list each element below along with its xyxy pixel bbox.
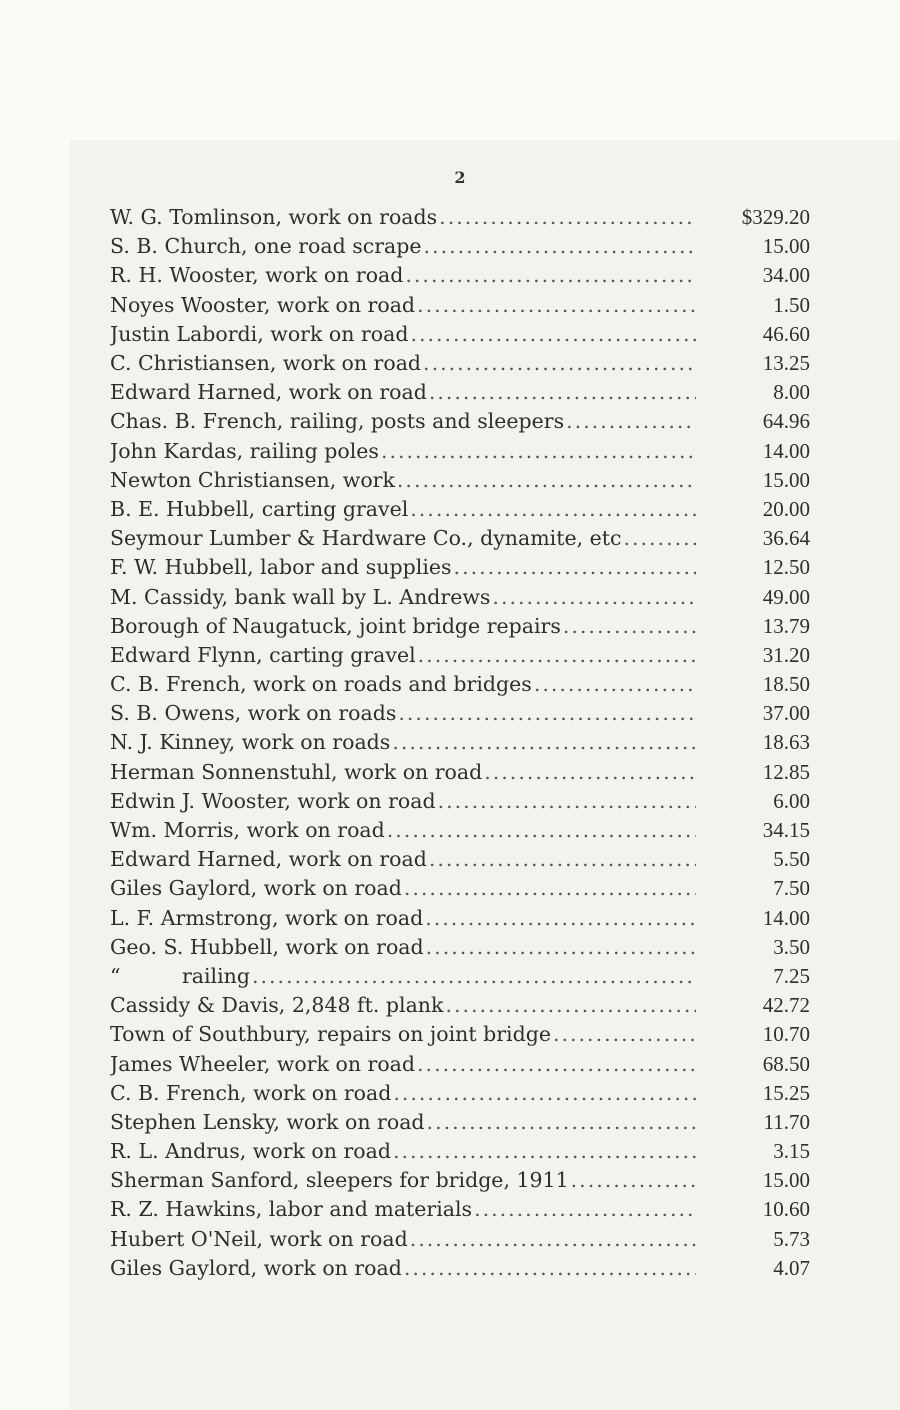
dot-leader	[445, 991, 696, 1020]
ledger-entry	[110, 261, 810, 290]
entry-description-cell	[110, 933, 696, 962]
ledger-entry	[110, 1166, 810, 1195]
dot-leader	[429, 378, 696, 407]
ledger-entry	[110, 349, 810, 378]
entry-description-cell	[110, 904, 696, 933]
dot-leader	[424, 232, 696, 261]
entry-description-cell	[110, 407, 696, 436]
entry-description: C. Christiansen, work on road	[110, 351, 422, 376]
entry-amount: 46.60	[762, 321, 810, 346]
entry-description: John Kardas, railing poles	[110, 438, 379, 463]
entry-description: R. Z. Hawkins, labor and materials	[110, 1197, 473, 1222]
entry-description: C. B. French, work on roads and bridges	[110, 672, 532, 697]
entry-amount: 8.00	[773, 380, 810, 405]
entry-amount: 7.25	[773, 963, 810, 988]
ledger-entry	[110, 1020, 810, 1049]
entry-description: Town of Southbury, repairs on joint bridge	[110, 1022, 551, 1047]
dot-leader	[429, 845, 696, 874]
dot-leader	[404, 874, 696, 903]
ledger-entry	[110, 670, 810, 699]
ledger-entry	[110, 291, 810, 320]
entry-description-cell	[110, 641, 696, 670]
entry-description: Sherman Sanford, sleepers for bridge, 1911	[110, 1168, 569, 1193]
ledger-entry	[110, 1225, 810, 1254]
entry-description: Geo. S. Hubbell, work on road	[110, 934, 424, 959]
dot-leader	[410, 495, 696, 524]
ledger-entry	[110, 962, 810, 991]
entry-amount: 10.60	[762, 1197, 810, 1222]
dot-leader	[397, 466, 696, 495]
entry-description-cell	[110, 670, 696, 699]
dot-leader	[439, 203, 696, 232]
entry-description: “ railing	[110, 963, 250, 988]
entry-amount: 3.15	[773, 1139, 810, 1164]
entry-description: S. B. Church, one road scrape	[110, 234, 422, 259]
ledger-entry	[110, 758, 810, 787]
ledger-entry	[110, 1079, 810, 1108]
entry-description-cell	[110, 787, 696, 816]
entry-amount: 13.79	[762, 613, 810, 638]
entry-description: B. E. Hubbell, carting gravel	[110, 496, 409, 521]
dot-leader	[426, 933, 696, 962]
entry-description: R. H. Wooster, work on road	[110, 263, 404, 288]
entry-amount: 12.50	[762, 555, 810, 580]
ledger-entry	[110, 378, 810, 407]
entry-amount: 6.00	[773, 788, 810, 813]
entry-description: James Wheeler, work on road	[110, 1051, 416, 1076]
entry-description: W. G. Tomlinson, work on roads	[110, 205, 438, 230]
entry-amount: 5.73	[773, 1226, 810, 1251]
dot-leader	[393, 1137, 696, 1166]
entry-description: Chas. B. French, railing, posts and sleepers	[110, 409, 565, 434]
entry-description-cell	[110, 349, 696, 378]
entry-description: Wm. Morris, work on road	[110, 818, 385, 843]
entry-amount: 42.72	[762, 993, 810, 1018]
dot-leader	[252, 962, 696, 991]
entry-amount: 34.00	[762, 263, 810, 288]
entry-description-cell	[110, 1166, 696, 1195]
entry-description-cell	[110, 1195, 696, 1224]
dot-leader	[454, 553, 696, 582]
ledger-entry	[110, 1137, 810, 1166]
entry-amount: 18.50	[762, 672, 810, 697]
dot-leader	[398, 699, 696, 728]
entry-amount: $329.20	[741, 205, 810, 230]
entry-description: Edward Harned, work on road	[110, 380, 427, 405]
ledger-entry	[110, 1049, 810, 1078]
entry-description: Borough of Naugatuck, joint bridge repairs	[110, 613, 561, 638]
entry-description-cell	[110, 232, 696, 261]
entry-amount: 11.70	[763, 1109, 810, 1134]
ledger-entry	[110, 1254, 810, 1283]
ledger-entry	[110, 524, 810, 553]
entry-description: Hubert O'Neil, work on road	[110, 1226, 408, 1251]
ledger-entry	[110, 466, 810, 495]
entry-description-cell	[110, 816, 696, 845]
entry-description-cell	[110, 466, 696, 495]
ledger-entry	[110, 816, 810, 845]
entry-description-cell	[110, 437, 696, 466]
entry-amount: 13.25	[762, 351, 810, 376]
entry-description: C. B. French, work on road	[110, 1080, 392, 1105]
ledger-entry	[110, 582, 810, 611]
ledger-list	[110, 203, 810, 1283]
entry-description: L. F. Armstrong, work on road	[110, 905, 424, 930]
dot-leader	[534, 670, 696, 699]
entry-description-cell	[110, 203, 696, 232]
entry-description-cell	[110, 291, 696, 320]
entry-amount: 12.85	[762, 759, 810, 784]
entry-description-cell	[110, 845, 696, 874]
dot-leader	[425, 904, 696, 933]
ledger-entry	[110, 612, 810, 641]
entry-amount: 7.50	[773, 876, 810, 901]
dot-leader	[381, 437, 696, 466]
entry-description-cell	[110, 1254, 696, 1283]
dot-leader	[484, 758, 696, 787]
entry-description-cell	[110, 962, 696, 991]
entry-amount: 68.50	[762, 1051, 810, 1076]
ledger-entry	[110, 933, 810, 962]
entry-description: R. L. Andrus, work on road	[110, 1139, 391, 1164]
entry-amount: 36.64	[762, 526, 810, 551]
entry-amount: 34.15	[762, 818, 810, 843]
ledger-entry	[110, 728, 810, 757]
dot-leader	[393, 1079, 696, 1108]
entry-description: Seymour Lumber & Hardware Co., dynamite, etc	[110, 526, 622, 551]
entry-description-cell	[110, 583, 696, 612]
entry-description-cell	[110, 320, 696, 349]
dot-leader	[566, 407, 696, 436]
entry-amount: 18.63	[762, 730, 810, 755]
dot-leader	[553, 1020, 696, 1049]
entry-description: S. B. Owens, work on roads	[110, 701, 397, 726]
dot-leader	[410, 1225, 696, 1254]
ledger-entry	[110, 495, 810, 524]
page-number: 2	[454, 168, 466, 187]
entry-description-cell	[110, 261, 696, 290]
entry-amount: 31.20	[762, 642, 810, 667]
entry-description-cell	[110, 1050, 696, 1079]
entry-description: Justin Labordi, work on road	[110, 321, 409, 346]
entry-description-cell	[110, 612, 696, 641]
dot-leader	[404, 1254, 696, 1283]
entry-description-cell	[110, 495, 696, 524]
dot-leader	[410, 320, 696, 349]
entry-description: Edward Harned, work on road	[110, 847, 427, 872]
entry-description: Cassidy & Davis, 2,848 ft. plank	[110, 993, 444, 1018]
entry-amount: 15.00	[762, 467, 810, 492]
dot-leader	[438, 787, 696, 816]
entry-description-cell	[110, 553, 696, 582]
dot-leader	[392, 728, 696, 757]
ledger-entry	[110, 320, 810, 349]
entry-description-cell	[110, 758, 696, 787]
dot-leader	[423, 349, 696, 378]
ledger-entry	[110, 553, 810, 582]
entry-amount: 5.50	[773, 847, 810, 872]
entry-description-cell	[110, 1020, 696, 1049]
entry-description-cell	[110, 1225, 696, 1254]
entry-amount: 15.00	[762, 234, 810, 259]
entry-amount: 14.00	[762, 438, 810, 463]
entry-description: Newton Christiansen, work	[110, 467, 395, 492]
ledger-entry	[110, 1108, 810, 1137]
dot-leader	[418, 641, 696, 670]
ledger-entry	[110, 787, 810, 816]
entry-description: Giles Gaylord, work on road	[110, 876, 402, 901]
dot-leader	[417, 1050, 696, 1079]
ledger-entry	[110, 203, 810, 232]
entry-description: Noyes Wooster, work on road	[110, 292, 416, 317]
entry-description: Herman Sonnenstuhl, work on road	[110, 759, 483, 784]
entry-amount: 3.50	[773, 934, 810, 959]
dot-leader	[571, 1166, 696, 1195]
dot-leader	[387, 816, 696, 845]
ledger-entry	[110, 874, 810, 903]
dot-leader	[492, 583, 696, 612]
ledger-entry	[110, 904, 810, 933]
entry-amount: 1.50	[773, 292, 810, 317]
ledger-entry	[110, 845, 810, 874]
entry-description-cell	[110, 1137, 696, 1166]
entry-description-cell	[110, 1079, 696, 1108]
entry-amount: 37.00	[762, 701, 810, 726]
dot-leader	[623, 524, 696, 553]
ledger-entry	[110, 699, 810, 728]
entry-description: M. Cassidy, bank wall by L. Andrews	[110, 584, 491, 609]
dot-leader	[405, 261, 696, 290]
ledger-entry	[110, 232, 810, 261]
entry-description-cell	[110, 699, 696, 728]
entry-description-cell	[110, 728, 696, 757]
entry-amount: 15.25	[762, 1080, 810, 1105]
ledger-entry	[110, 641, 810, 670]
entry-amount: 64.96	[762, 409, 810, 434]
entry-description-cell	[110, 524, 696, 553]
dot-leader	[474, 1195, 696, 1224]
dot-leader	[417, 291, 696, 320]
dot-leader	[563, 612, 696, 641]
entry-description-cell	[110, 991, 696, 1020]
entry-description-cell	[110, 378, 696, 407]
entry-description: N. J. Kinney, work on roads	[110, 730, 391, 755]
entry-description: Stephen Lensky, work on road	[110, 1109, 425, 1134]
entry-description: Edwin J. Wooster, work on road	[110, 788, 436, 813]
entry-description: Giles Gaylord, work on road	[110, 1255, 402, 1280]
ledger-entry	[110, 407, 810, 436]
entry-amount: 4.07	[773, 1255, 810, 1280]
entry-amount: 49.00	[762, 584, 810, 609]
entry-description-cell	[110, 1108, 696, 1137]
entry-description: Edward Flynn, carting gravel	[110, 642, 416, 667]
entry-amount: 20.00	[762, 496, 810, 521]
entry-amount: 14.00	[762, 905, 810, 930]
entry-amount: 15.00	[762, 1168, 810, 1193]
ledger-entry	[110, 991, 810, 1020]
dot-leader	[427, 1108, 696, 1137]
entry-amount: 10.70	[762, 1022, 810, 1047]
entry-description: F. W. Hubbell, labor and supplies	[110, 555, 452, 580]
entry-description-cell	[110, 874, 696, 903]
ledger-entry	[110, 1195, 810, 1224]
ledger-entry	[110, 437, 810, 466]
